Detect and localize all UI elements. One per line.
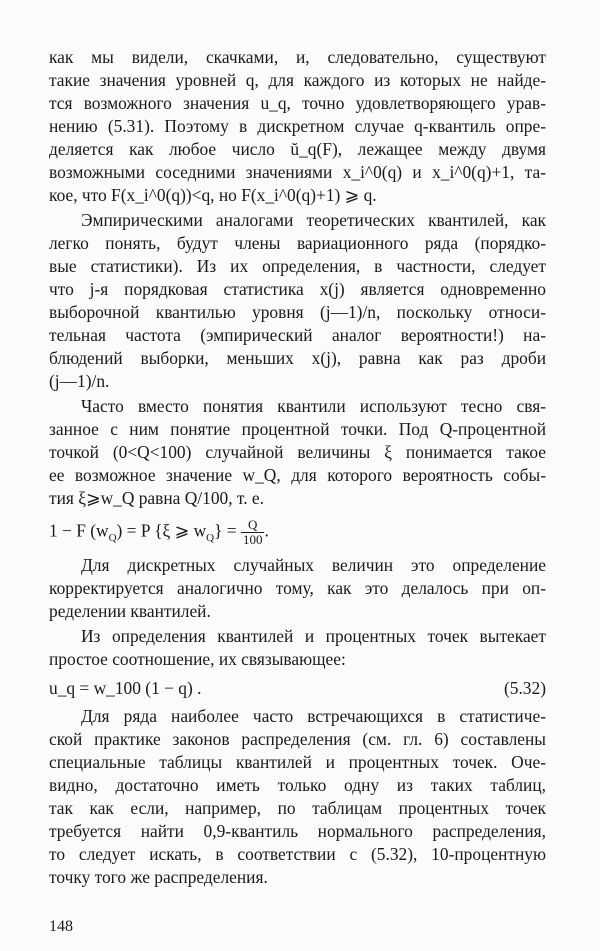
text-line: что j-я порядковая статистика x(j) является одновременно bbox=[49, 279, 546, 299]
text-line: тия ξ⩾w_Q равна Q/100, т. е. bbox=[49, 488, 264, 508]
equation bbox=[49, 518, 546, 548]
text-line: Для дискретных случайных величин это определение bbox=[81, 555, 546, 575]
text-line: деляется как любое число ŭ_q(F), лежащее между двумя bbox=[49, 139, 546, 159]
equation-number: (5.32) bbox=[503, 678, 546, 698]
text-line: то следует искать, в соответствии с (5.32), 10-процентную bbox=[49, 844, 546, 864]
eq-end: } = bbox=[214, 520, 237, 541]
page-number: 148 bbox=[49, 918, 73, 935]
text-line: ее возможное значение w_Q, для которого вероятность собы- bbox=[49, 465, 546, 485]
text-line: ределении квантилей. bbox=[49, 601, 211, 621]
text-line: такие значения уровней q, для каждого из которых не найде- bbox=[49, 70, 546, 90]
text-line: вые статистики). Из их определения, в частности, следует bbox=[49, 256, 546, 276]
text-line: (j—1)/n. bbox=[49, 371, 110, 391]
eq-tail: . bbox=[264, 520, 269, 541]
text-line: простое соотношение, их связывающее: bbox=[49, 649, 346, 669]
text-line: возможными соседними значениями x_i^0(q) и x_i^0(q)+1, та- bbox=[49, 162, 546, 182]
eq-lhs: 1 − F (w bbox=[49, 520, 109, 541]
text-line: кое, что F(x_i^0(q))<q, но F(x_i^0(q)+1) ⩾ q. bbox=[49, 185, 377, 205]
eq-sub: Q bbox=[206, 531, 215, 544]
numerator: Q bbox=[241, 518, 265, 533]
equation: u_q = w_100 (1 − q) . bbox=[49, 678, 202, 698]
text-line: требуется найти 0,9-квантиль нормального распределения, bbox=[49, 821, 546, 841]
text-line: легко понять, будут члены вариационного ряда (порядко- bbox=[49, 233, 546, 253]
text-line: выборочной квантилью уровня (j—1)/n, поскольку относи- bbox=[49, 302, 546, 322]
eq-mid: ) = P {ξ ⩾ w bbox=[116, 520, 207, 541]
fraction bbox=[241, 518, 265, 547]
denominator: 100 bbox=[242, 532, 263, 547]
text-line: точку того же распределения. bbox=[49, 867, 268, 887]
text-line: как мы видели, скачками, и, следовательно, существуют bbox=[49, 47, 546, 67]
text-line: нению (5.31). Поэтому в дискретном случае q-квантиль опре- bbox=[49, 116, 546, 136]
text-line: видно, достаточно иметь только одну из таких таблиц, bbox=[49, 775, 546, 795]
text-line: специальные таблицы квантилей и процентных точек. Оче- bbox=[49, 752, 546, 772]
text-line: занное с ним понятие процентной точки. Под Q-процентной bbox=[49, 419, 546, 439]
text-line: Из определения квантилей и процентных точек вытекает bbox=[81, 626, 546, 646]
text-line: тся возможного значения u_q, точно удовлетворяющего урав- bbox=[49, 93, 546, 113]
eq-sub: Q bbox=[108, 531, 117, 544]
text-line: Часто вместо понятия квантили используют тесно свя- bbox=[81, 396, 546, 416]
text-line: ской практике законов распределения (см. гл. 6) составлены bbox=[49, 729, 546, 749]
text-line: Для ряда наиболее часто встречающихся в статистиче- bbox=[81, 706, 546, 726]
text-line: Эмпирическими аналогами теоретических квантилей, как bbox=[81, 210, 546, 230]
text-line: тельная частота (эмпирический аналог вероятности!) на- bbox=[49, 325, 546, 345]
text-line: точкой (0<Q<100) случайной величины ξ понимается такое bbox=[49, 442, 546, 462]
text-line: блюдений выборки, меньших x(j), равна как раз дроби bbox=[49, 348, 546, 368]
text-line: так как если, например, по таблицам процентных точек bbox=[49, 798, 546, 818]
text-line: корректируется аналогично тому, как это делалось при оп- bbox=[49, 578, 546, 598]
